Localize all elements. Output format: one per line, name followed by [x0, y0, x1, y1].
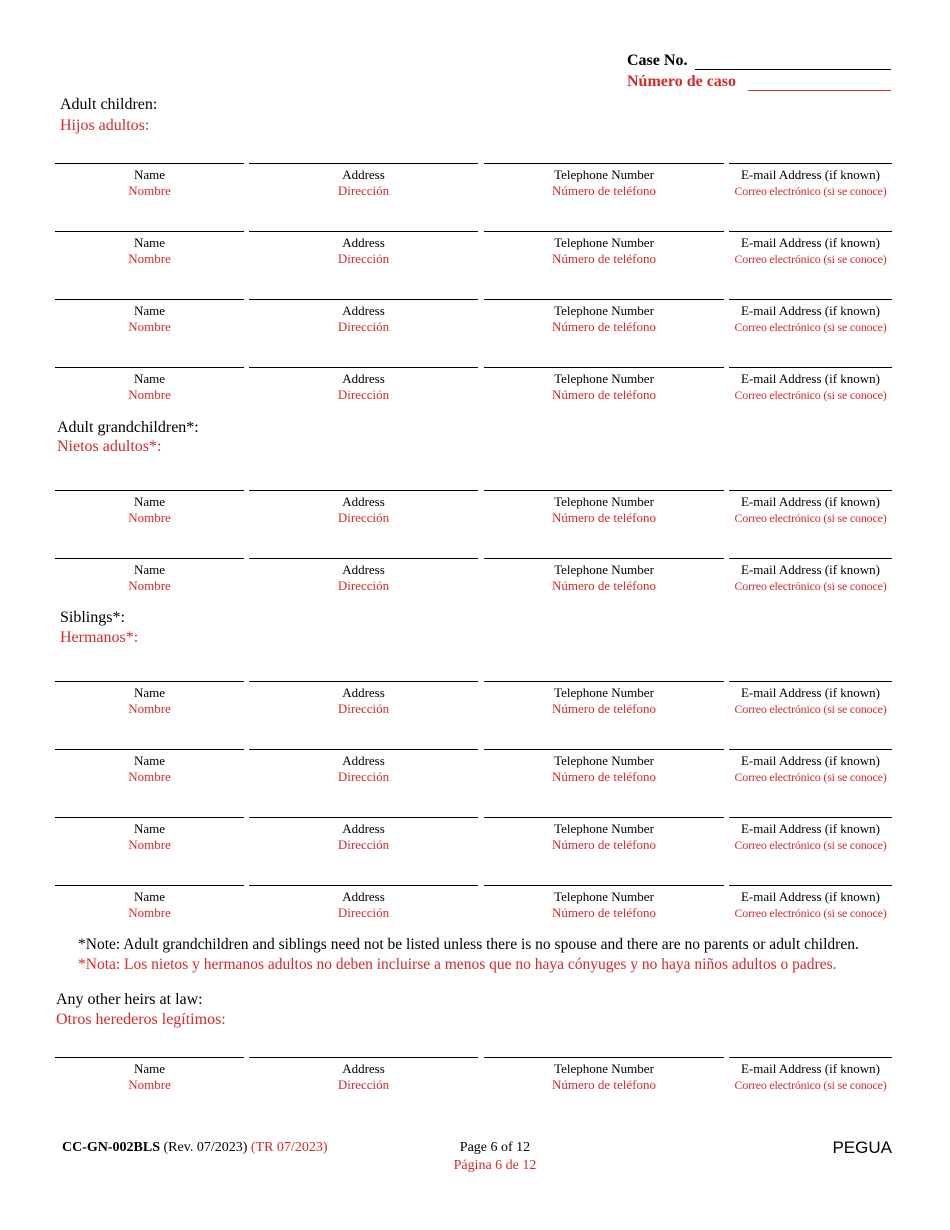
email-caption: E-mail Address (if known) [740, 889, 880, 904]
email-caption-es: Correo electrónico (si se conoce) [734, 702, 887, 716]
address-field[interactable] [249, 681, 478, 717]
address-caption: Address [342, 685, 385, 700]
name-caption-es: Nombre [128, 387, 171, 402]
name-field[interactable] [55, 817, 244, 853]
name-caption-es: Nombre [128, 837, 171, 852]
address-caption: Address [342, 303, 385, 318]
email-caption: E-mail Address (if known) [740, 685, 880, 700]
email-caption: E-mail Address (if known) [740, 1061, 880, 1076]
name-field[interactable] [55, 885, 244, 921]
phone-caption: Telephone Number [554, 821, 654, 836]
phone-field[interactable] [484, 367, 724, 403]
address-caption-es: Dirección [337, 510, 390, 525]
page-number-es: Página 6 de 12 [453, 1158, 537, 1173]
email-caption-es: Correo electrónico (si se conoce) [734, 388, 887, 402]
email-caption-es: Correo electrónico (si se conoce) [734, 252, 887, 266]
address-caption-es: Dirección [337, 183, 390, 198]
name-caption: Name [133, 167, 166, 182]
phone-caption-es: Número de teléfono [552, 905, 656, 920]
address-caption-es: Dirección [337, 387, 390, 402]
name-field[interactable] [55, 490, 244, 526]
name-caption-es: Nombre [128, 578, 171, 593]
section-title-other-heirs: Any other heirs at law: [56, 991, 203, 1008]
phone-caption-es: Número de teléfono [552, 510, 656, 525]
email-caption-es: Correo electrónico (si se conoce) [734, 1078, 887, 1092]
phone-caption: Telephone Number [554, 562, 654, 577]
address-field[interactable] [249, 367, 478, 403]
phone-caption-es: Número de teléfono [552, 387, 656, 402]
address-field[interactable] [249, 817, 478, 853]
name-field[interactable] [55, 367, 244, 403]
name-caption: Name [133, 889, 166, 904]
name-field[interactable] [55, 299, 244, 335]
phone-field[interactable] [484, 817, 724, 853]
phone-caption: Telephone Number [554, 167, 654, 182]
phone-caption: Telephone Number [554, 1061, 654, 1076]
heir-entry-row [55, 367, 892, 407]
phone-field[interactable] [484, 681, 724, 717]
phone-field[interactable] [484, 299, 724, 335]
note-text-es: *Nota: Los nietos y hermanos adultos no deben incluirse a menos que no haya cónyuges y no haya niños adultos o padres. [78, 956, 837, 973]
email-field[interactable] [729, 163, 892, 199]
section-title-grandchildren-es: Nietos adultos*: [57, 438, 162, 455]
phone-caption: Telephone Number [554, 685, 654, 700]
address-field[interactable] [249, 558, 478, 594]
name-caption: Name [133, 371, 166, 386]
phone-caption-es: Número de teléfono [552, 578, 656, 593]
form-revision: (Rev. 07/2023) [163, 1140, 248, 1155]
phone-field[interactable] [484, 1057, 724, 1093]
name-field[interactable] [55, 163, 244, 199]
name-field[interactable] [55, 1057, 244, 1093]
phone-caption: Telephone Number [554, 753, 654, 768]
email-caption: E-mail Address (if known) [740, 167, 880, 182]
phone-caption-es: Número de teléfono [552, 837, 656, 852]
address-caption-es: Dirección [337, 837, 390, 852]
case-number-label: Case No. [627, 52, 688, 69]
phone-caption-es: Número de teléfono [552, 251, 656, 266]
phone-caption-es: Número de teléfono [552, 1077, 656, 1092]
heir-entry-row [55, 749, 892, 789]
email-field[interactable] [729, 681, 892, 717]
heir-entry-row [55, 885, 892, 925]
name-caption-es: Nombre [128, 701, 171, 716]
email-field[interactable] [729, 1057, 892, 1093]
phone-field[interactable] [484, 749, 724, 785]
email-caption: E-mail Address (if known) [740, 821, 880, 836]
phone-caption: Telephone Number [554, 371, 654, 386]
email-field[interactable] [729, 490, 892, 526]
email-caption: E-mail Address (if known) [740, 371, 880, 386]
address-field[interactable] [249, 749, 478, 785]
address-field[interactable] [249, 231, 478, 267]
name-caption: Name [133, 821, 166, 836]
phone-caption: Telephone Number [554, 889, 654, 904]
email-caption: E-mail Address (if known) [740, 753, 880, 768]
email-caption-es: Correo electrónico (si se conoce) [734, 184, 887, 198]
address-caption: Address [342, 562, 385, 577]
email-caption-es: Correo electrónico (si se conoce) [734, 838, 887, 852]
email-caption: E-mail Address (if known) [740, 562, 880, 577]
email-field[interactable] [729, 817, 892, 853]
name-caption: Name [133, 494, 166, 509]
section-title-adult-children: Adult children: [60, 96, 158, 113]
email-field[interactable] [729, 231, 892, 267]
name-caption: Name [133, 562, 166, 577]
phone-field[interactable] [484, 231, 724, 267]
email-caption-es: Correo electrónico (si se conoce) [734, 906, 887, 920]
case-number-field-es[interactable] [748, 74, 891, 91]
address-caption: Address [342, 494, 385, 509]
address-caption-es: Dirección [337, 578, 390, 593]
email-field[interactable] [729, 885, 892, 921]
heir-entry-row [55, 231, 892, 271]
phone-caption: Telephone Number [554, 235, 654, 250]
name-caption-es: Nombre [128, 183, 171, 198]
name-caption-es: Nombre [128, 769, 171, 784]
name-field[interactable] [55, 558, 244, 594]
address-caption-es: Dirección [337, 701, 390, 716]
heir-entry-row [55, 299, 892, 339]
heir-entry-row [55, 163, 892, 203]
address-caption-es: Dirección [337, 319, 390, 334]
phone-caption-es: Número de teléfono [552, 769, 656, 784]
heir-entry-row [55, 558, 892, 598]
address-field[interactable] [249, 490, 478, 526]
address-caption: Address [342, 1061, 385, 1076]
case-number-label-es: Número de caso [627, 73, 737, 90]
heir-entry-row [55, 1057, 892, 1097]
address-caption: Address [342, 889, 385, 904]
phone-caption-es: Número de teléfono [552, 183, 656, 198]
address-caption-es: Dirección [337, 769, 390, 784]
phone-field[interactable] [484, 490, 724, 526]
name-caption: Name [133, 235, 166, 250]
name-caption: Name [133, 685, 166, 700]
name-caption-es: Nombre [128, 510, 171, 525]
name-field[interactable] [55, 749, 244, 785]
name-caption-es: Nombre [128, 905, 171, 920]
email-caption: E-mail Address (if known) [740, 235, 880, 250]
email-caption: E-mail Address (if known) [740, 303, 880, 318]
name-caption-es: Nombre [128, 1077, 171, 1092]
phone-field[interactable] [484, 885, 724, 921]
phone-caption: Telephone Number [554, 303, 654, 318]
section-title-siblings-es: Hermanos*: [60, 629, 139, 646]
address-caption: Address [342, 753, 385, 768]
phone-caption: Telephone Number [554, 494, 654, 509]
section-title-other-heirs-es: Otros herederos legítimos: [56, 1011, 226, 1028]
address-field[interactable] [249, 885, 478, 921]
language-code: PEGUA [832, 1138, 892, 1157]
email-field[interactable] [729, 299, 892, 335]
section-title-grandchildren: Adult grandchildren*: [57, 419, 199, 436]
email-caption: E-mail Address (if known) [740, 494, 880, 509]
address-caption: Address [342, 821, 385, 836]
note-text: *Note: Adult grandchildren and siblings need not be listed unless there is no spouse and there are no parents or adult children. [78, 936, 859, 953]
address-field[interactable] [249, 1057, 478, 1093]
form-translation-revision: (TR 07/2023) [250, 1140, 328, 1155]
phone-field[interactable] [484, 163, 724, 199]
heir-entry-row [55, 490, 892, 530]
email-caption-es: Correo electrónico (si se conoce) [734, 770, 887, 784]
email-caption-es: Correo electrónico (si se conoce) [734, 511, 887, 525]
address-field[interactable] [249, 163, 478, 199]
phone-caption-es: Número de teléfono [552, 319, 656, 334]
name-caption: Name [133, 753, 166, 768]
case-number-field[interactable] [695, 53, 891, 70]
heir-entry-row [55, 817, 892, 857]
email-caption-es: Correo electrónico (si se conoce) [734, 579, 887, 593]
address-caption-es: Dirección [337, 1077, 390, 1092]
name-caption: Name [133, 1061, 166, 1076]
form-identifier [62, 1140, 327, 1156]
section-title-adult-children-es: Hijos adultos: [60, 117, 150, 134]
email-caption-es: Correo electrónico (si se conoce) [734, 320, 887, 334]
email-field[interactable] [729, 558, 892, 594]
address-caption-es: Dirección [337, 251, 390, 266]
address-caption-es: Dirección [337, 905, 390, 920]
email-field[interactable] [729, 367, 892, 403]
phone-field[interactable] [484, 558, 724, 594]
name-caption-es: Nombre [128, 251, 171, 266]
address-caption: Address [342, 235, 385, 250]
page-number: Page 6 of 12 [459, 1140, 531, 1155]
name-caption-es: Nombre [128, 319, 171, 334]
section-title-siblings: Siblings*: [60, 609, 125, 626]
address-field[interactable] [249, 299, 478, 335]
address-caption: Address [342, 371, 385, 386]
phone-caption-es: Número de teléfono [552, 701, 656, 716]
name-caption: Name [133, 303, 166, 318]
heir-entry-row [55, 681, 892, 721]
email-field[interactable] [729, 749, 892, 785]
form-id: CC-GN-002BLS [62, 1140, 161, 1155]
name-field[interactable] [55, 231, 244, 267]
address-caption: Address [342, 167, 385, 182]
name-field[interactable] [55, 681, 244, 717]
